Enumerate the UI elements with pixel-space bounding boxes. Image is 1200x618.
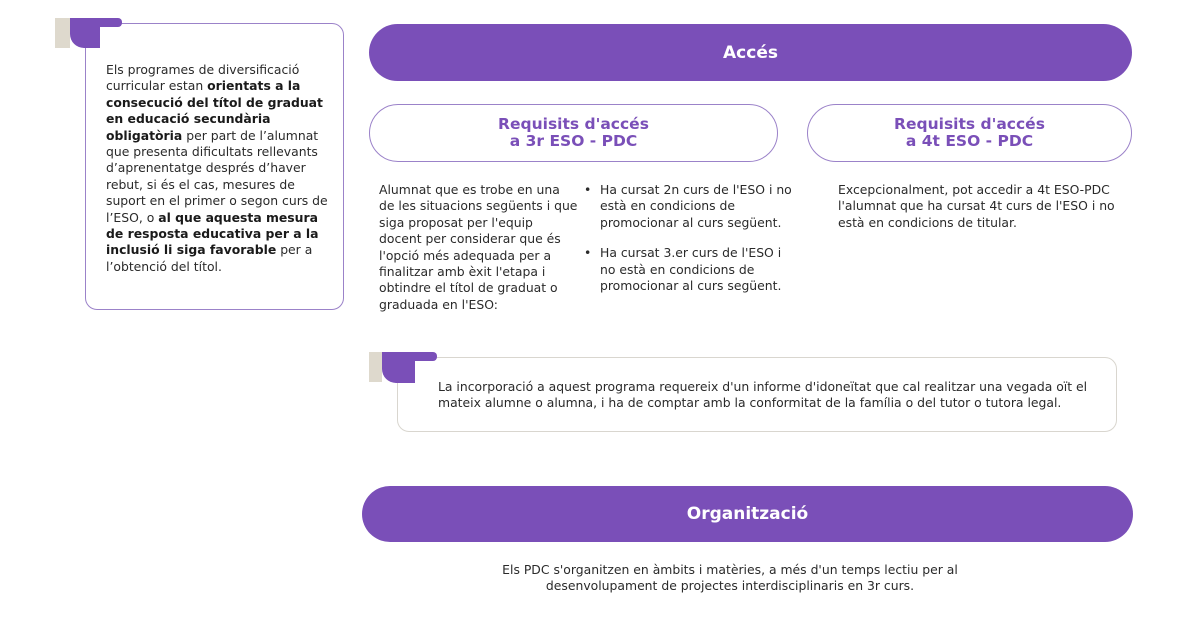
requisits-3r-pill [369,104,778,162]
organitzacio-title: Organització [686,504,809,524]
requisits-3r-subtitle: a 3r ESO - PDC [509,132,638,150]
requisits-3r-title: Requisits d'accés [498,115,649,133]
intro-text [106,62,334,275]
intro-tab-stem [70,18,100,48]
bullet-text: Ha cursat 2n curs de l'ESO i no està en condicions de promocionar al curs següent. [600,182,792,230]
requisits-4t-subtitle: a 4t ESO - PDC [905,132,1034,150]
note-tab-stem [382,352,415,383]
intro-text-bold: al que aquesta mesura de resposta educativa per a la inclusió li siga favorable [106,209,319,258]
acces-title: Accés [723,42,778,63]
bullet-icon: • [584,245,592,261]
intro-text-bold: orientats a la consecució del títol de graduat en educació secundària obligatòria [106,78,323,143]
requisits-4t-conditions: Excepcionalment, pot accedir a 4t ESO-PDC l'alumnat que ha cursat 4t curs de l'ESO i no està en condicions de titular. [838,182,1115,230]
note-text: La incorporació a aquest programa requereix d'un informe d'idoneïtat que cal realitzar una vegada oït el mateix alumne o alumna, i ha de comptar amb la conformitat de la família o del tutor o tutora legal. [438,379,1088,411]
intro-text-part: per a l’obtenció del títol. [106,242,313,274]
intro-tab-decoration [55,18,70,48]
list-item [584,245,794,294]
bullet-icon: • [584,182,592,197]
requisits-3r-conditions: Alumnat que es trobe en una de les situacions següents i que siga proposat per l'equip docent per considerar que és l'opció més adequada per a finalitzar amb èxit l'etapa i obtindre el títol de graduat o graduada en l'ESO: [379,182,578,312]
intro-text-part: Els programes de diversificació curricular estan [106,62,300,94]
organitzacio-text: Els PDC s'organitzen en àmbits i matèries, a més d'un temps lectiu per al desenvolupament de projectes interdisciplinaris en 3r curs. [502,562,958,594]
requisits-4t-pill [807,104,1132,162]
acces-banner [369,24,1132,81]
bullet-text: Ha cursat 3.er curs de l'ESO i no està en condicions de promocionar al curs següent. [600,245,782,294]
requisits-4t-title: Requisits d'accés [894,115,1045,133]
requisits-3r-bullet-list [584,182,794,308]
note-tab-decoration [369,352,382,382]
list-item [584,182,794,231]
organitzacio-banner [362,486,1133,542]
intro-text-part: per part de l’alumnat que presenta dificultats rellevants d’aprenentatge després d’haver rebut, si és el cas, mesures de suport en el primer o segon curs de l’ESO, o [106,127,328,225]
